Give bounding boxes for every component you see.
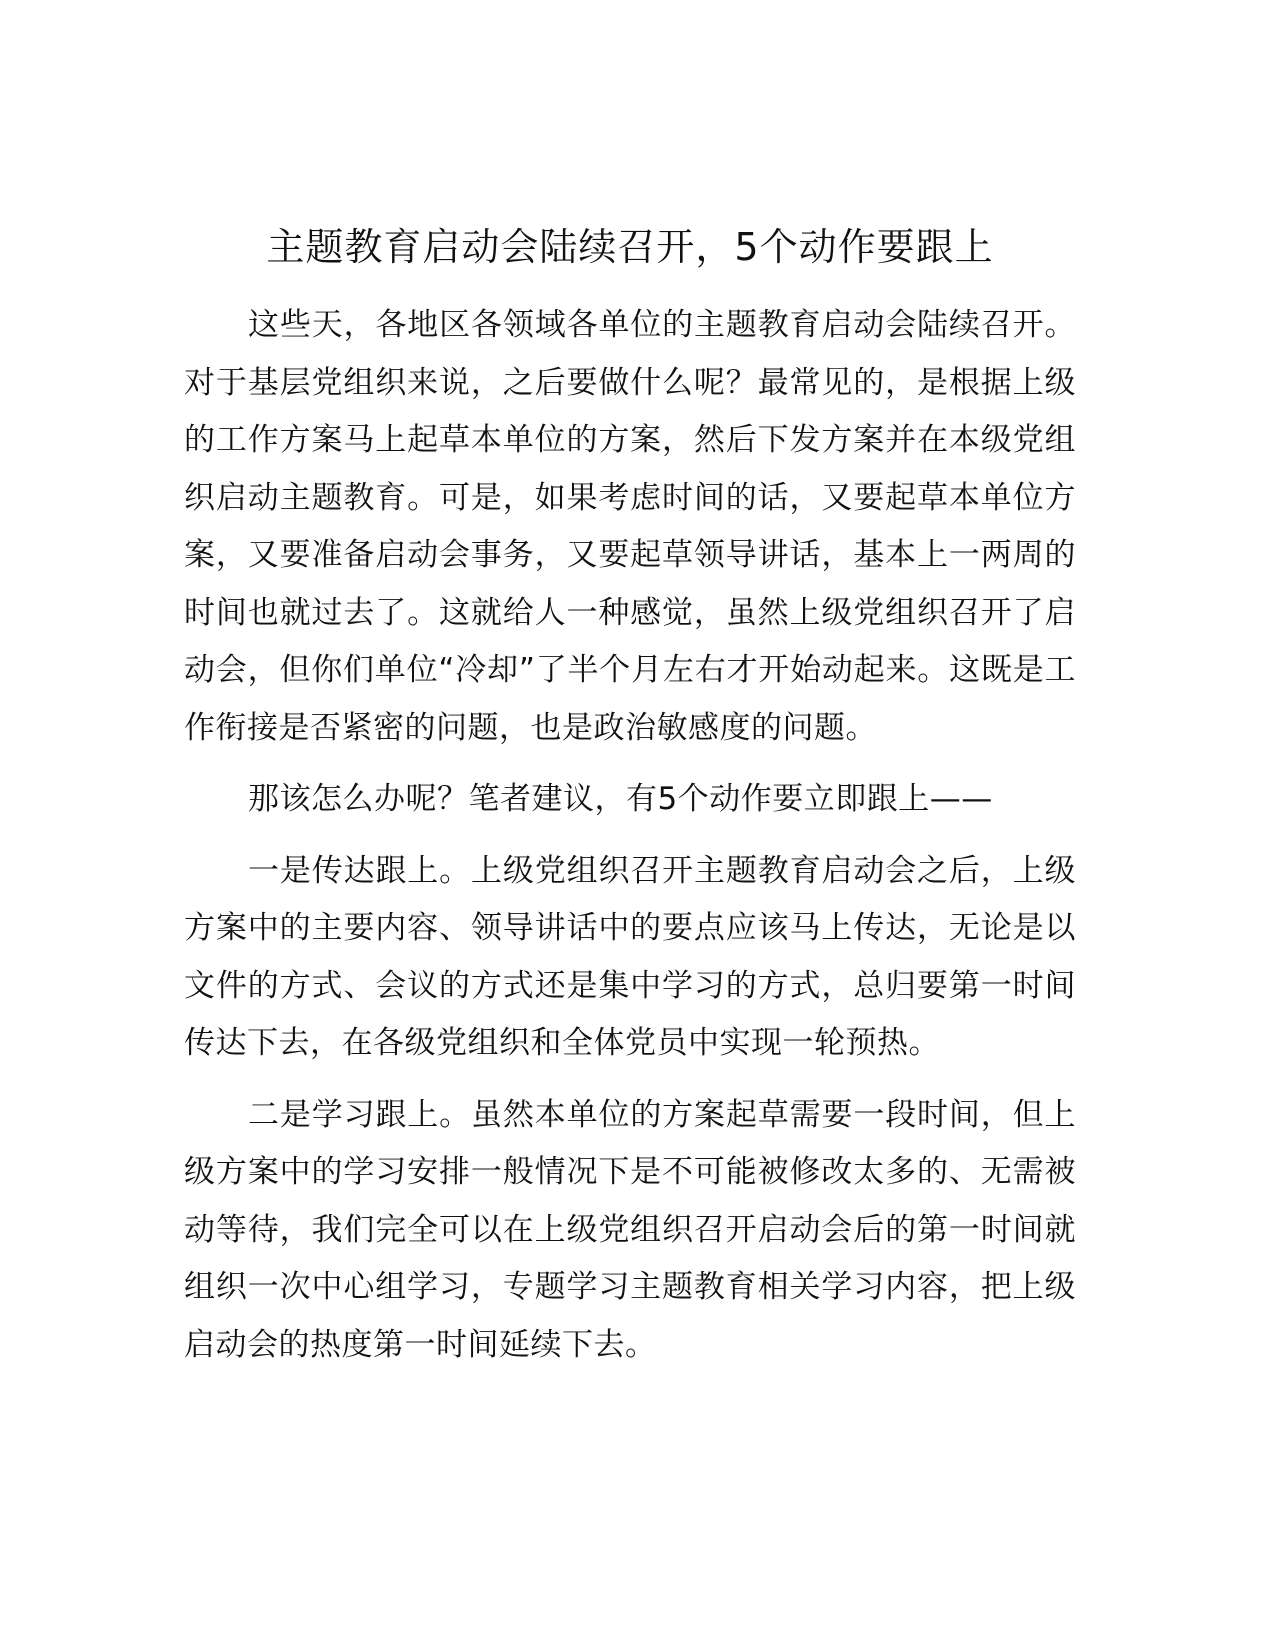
document-body — [184, 215, 1076, 1388]
paragraph-point-two: 二是学习跟上。虽然本单位的方案起草需要一段时间，但上级方案中的学习安排一般情况下是不可能被修改太多的、无需被动等待，我们完全可以在上级党组织召开启动会后的第一时间就组织一次中心组学习，专题学习主题教育相关学习内容，把上级启动会的热度第一时间延续下去。 — [184, 1096, 1076, 1363]
document-title: 主题教育启动会陆续召开，5个动作要跟上 — [266, 225, 994, 269]
paragraph-point-one: 一是传达跟上。上级党组织召开主题教育启动会之后，上级方案中的主要内容、领导讲话中的要点应该马上传达，无论是以文件的方式、会议的方式还是集中学习的方式，总归要第一时间传达下去，在各级党组织和全体党员中实现一轮预热。 — [184, 852, 1076, 1061]
paragraph-intro: 这些天，各地区各领域各单位的主题教育启动会陆续召开。对于基层党组织来说，之后要做什么呢？最常见的，是根据上级的工作方案马上起草本单位的方案，然后下发方案并在本级党组织启动主题教育。可是，如果考虑时间的话，又要起草本单位方案，又要准备启动会事务，又要起草领导讲话，基本上一两周的时间也就过去了。这就给人一种感觉，虽然上级党组织召开了启动会，但你们单位“冷却”了半个月左右才开始动起来。这既是工作衔接是否紧密的问题，也是政治敏感度的问题。 — [184, 307, 1076, 746]
paragraph-suggestion: 那该怎么办呢？笔者建议，有5个动作要立即跟上—— — [248, 781, 993, 817]
